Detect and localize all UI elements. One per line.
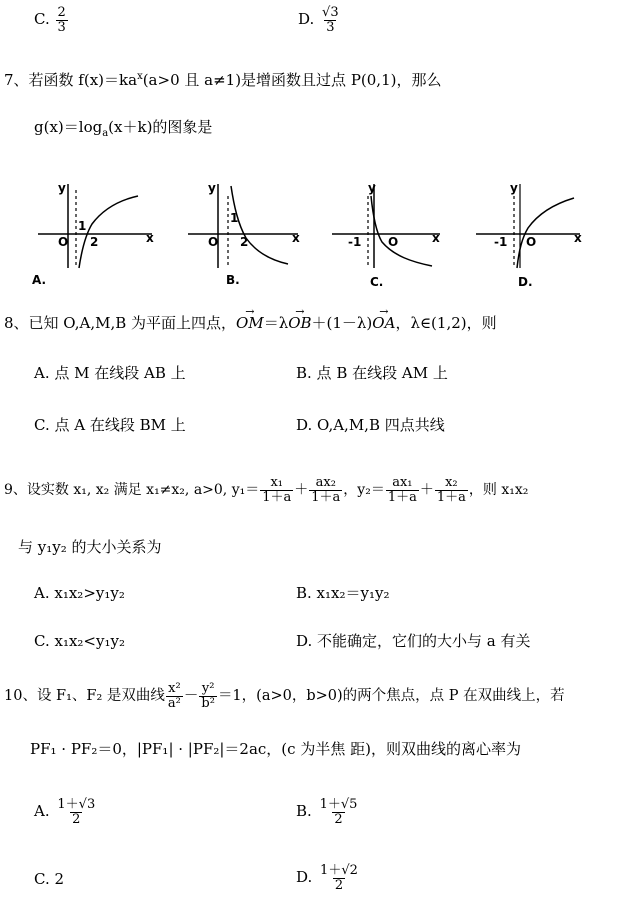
fraction: $\frac{2}{3}$ [57, 5, 66, 35]
origin-label: O [208, 235, 219, 249]
axis-x-label: x [146, 231, 154, 245]
option-label: C. [34, 10, 50, 29]
q10-option-a [34, 798, 98, 826]
fraction: $\frac{\text{ax₂}}{1+a}$ [311, 475, 341, 505]
curve [517, 198, 574, 268]
graph-label: A. [32, 273, 47, 287]
origin-label: O [388, 235, 399, 249]
axis-y-label: y [510, 181, 518, 195]
q10-stem-line2: PF₁ · PF₂＝0，|PF₁| · |PF₂|＝2ac，(c 为半焦 距)，则双曲线的离心率为 [30, 740, 521, 758]
vector-ob: → OB [288, 316, 311, 331]
fraction: $\frac{1+√3}{2}$ [57, 797, 96, 827]
axis-x-label: x [292, 231, 300, 245]
q8-option-a: A. 点 M 在线段 AB 上 [34, 364, 186, 382]
axis-x-label: x [432, 231, 440, 245]
vector-om: → OM [236, 316, 264, 331]
q8-option-b: B. 点 B 在线段 AM 上 [296, 364, 448, 382]
option-label: D. [296, 868, 313, 887]
option-label: B. [296, 802, 312, 821]
graph-c [330, 176, 460, 292]
fraction: $\frac{1+√5}{2}$ [319, 797, 358, 827]
q9-option-b: B. x₁x₂＝y₁y₂ [296, 584, 390, 602]
fraction: $\frac{\text{x₂}}{1+a}$ [436, 475, 466, 505]
q10-option-c: C. 2 [34, 870, 65, 888]
tick-label: 1 [78, 219, 87, 233]
q7-stem-line2: $g(x)=\log_a(x+k)$的图象是 [34, 118, 213, 139]
q9-option-d: D. 不能确定，它们的大小与 a 有关 [296, 632, 531, 650]
option-label: D. [298, 10, 315, 29]
q8-option-c: C. 点 A 在线段 BM 上 [34, 416, 186, 434]
curve [231, 186, 288, 264]
graph-a [30, 176, 160, 292]
option-label: A. [34, 802, 50, 821]
q10-stem: 10、设 F₁、F₂ 是双曲线 $\frac{\text{x²}}{\text{a²}}$ － $\frac{\text{y²}}{\text{b²}}$ ＝1，(a>0，b>0)的两个焦点，点 P 在双曲线上，若 [4, 681, 565, 711]
tick-label: 2 [240, 235, 249, 249]
fraction: $\frac{\text{x₁}}{1+a}$ [262, 475, 292, 505]
fraction: $\frac{\text{ax₁}}{1+a}$ [387, 475, 417, 505]
tick-label: -1 [494, 235, 508, 249]
origin-label: O [58, 235, 69, 249]
tick-label: 2 [90, 235, 99, 249]
q9-stem: 9、设实数 x₁, x₂ 满足 x₁≠x₂, a>0, y₁＝ $\frac{\text{x₁}}{1+a}$ ＋ $\frac{\text{ax₂}}{1+a}$ ，y₂＝ $\frac{\text{ax₁}}{1+a}$ ＋ $\frac{\text{x₂}}{1+a}$ ，则 x₁x₂ [4, 475, 529, 505]
q10-option-d [296, 864, 361, 892]
graph-label: C. [370, 275, 384, 289]
q7-stem-line1: 7、若函数 $f(x)=ka^x(a>0$ 且 a≠1)是增函数且过点 P(0,1)，那么 [4, 71, 442, 89]
q9-option-a: A. x₁x₂>y₁y₂ [34, 584, 125, 602]
axis-y-label: y [208, 181, 216, 195]
axis-y-label: y [368, 181, 376, 195]
fraction: $\frac{√3}{3}$ [322, 5, 339, 35]
graph-label: B. [226, 273, 240, 287]
vector-oa: → OA [372, 316, 395, 331]
graph-label: D. [518, 275, 533, 289]
q8-stem: 8、已知 O,A,M,B 为平面上四点，→ OM＝λ→ OB＋(1－λ)→ OA，λ∈(1,2)，则 [4, 316, 497, 331]
q8-option-d: D. O,A,M,B 四点共线 [296, 416, 445, 434]
q6-option-c [34, 6, 69, 34]
q6-option-d [298, 6, 342, 34]
axis-y-label: y [58, 181, 66, 195]
q9-option-c: C. x₁x₂<y₁y₂ [34, 632, 125, 650]
graph-d [474, 176, 606, 292]
axis-x-label: x [574, 231, 582, 245]
fraction: $\frac{1+√2}{2}$ [320, 863, 358, 893]
q9-stem-line2: 与 y₁y₂ 的大小关系为 [18, 538, 162, 556]
origin-label: O [526, 235, 537, 249]
tick-label: -1 [348, 235, 362, 249]
tick-label: 1 [230, 211, 239, 225]
curve [79, 196, 138, 268]
fraction: $\frac{\text{y²}}{\text{b²}}$ [201, 681, 215, 711]
graph-b [180, 176, 310, 292]
q10-option-b [296, 798, 360, 826]
fraction: $\frac{\text{x²}}{\text{a²}}$ [167, 681, 181, 711]
curve [371, 196, 432, 266]
